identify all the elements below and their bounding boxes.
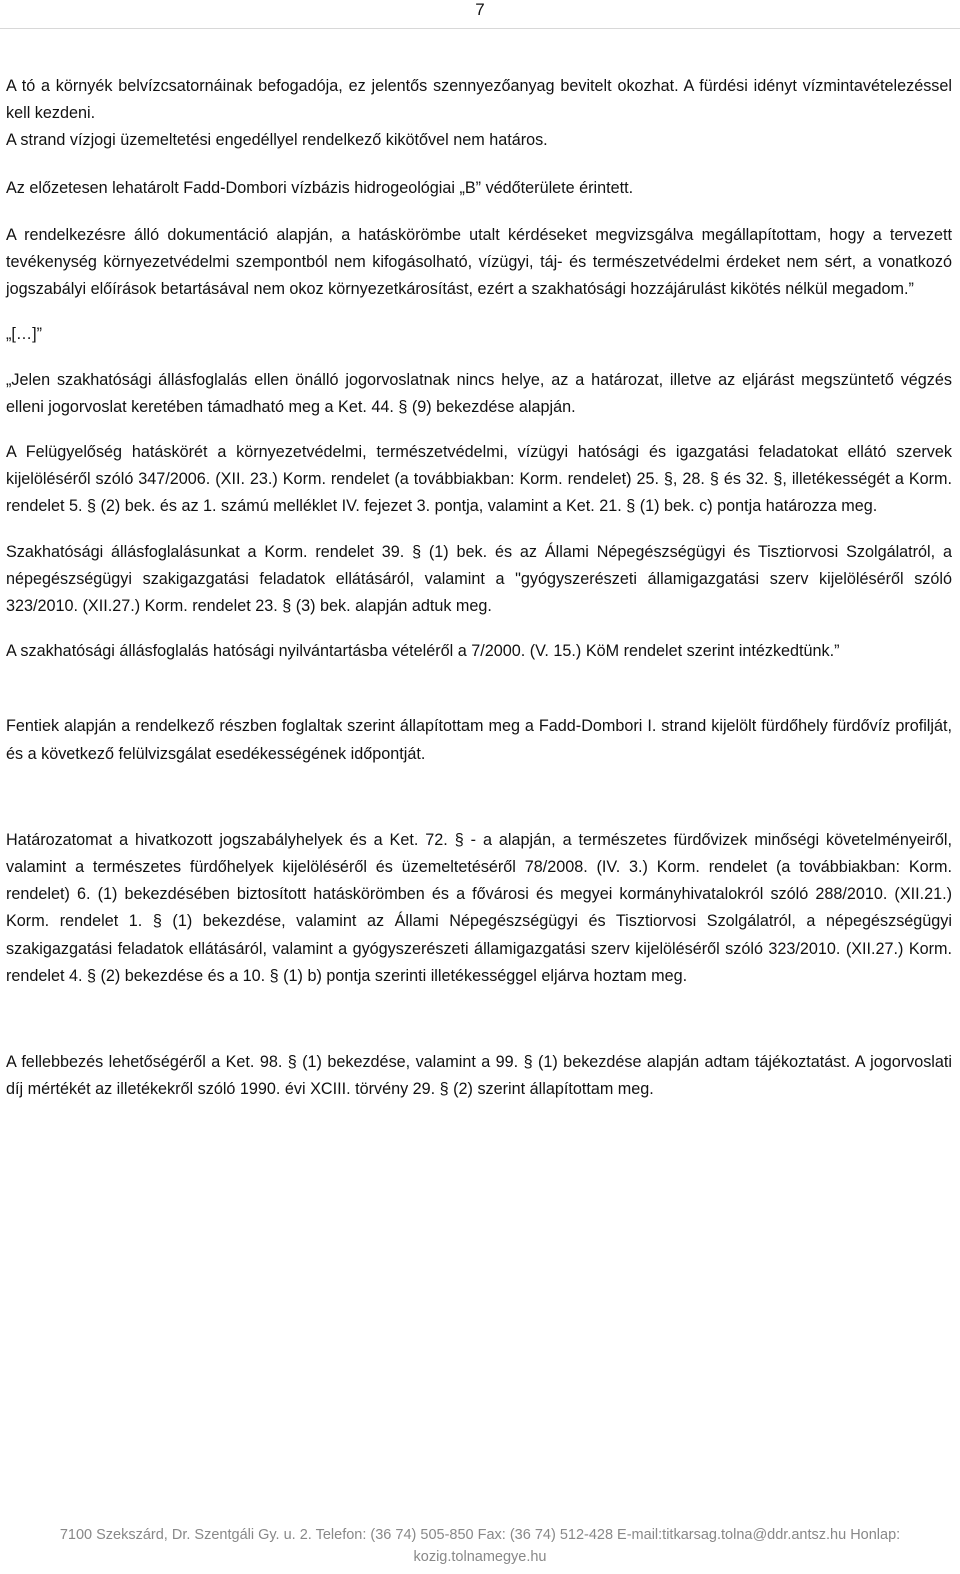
paragraph-lake-drainage: A tó a környék belvízcsatornáinak befogadója, ez jelentős szennyezőanyag bevitelt okozhat. A fürdési idényt vízmintavételezéssel kell kezdeni. <box>6 77 952 123</box>
paragraph-water-permit: A strand vízjogi üzemeltetési engedéllyel rendelkező kikötővel nem határos. <box>6 131 548 150</box>
paragraph-competence: A Felügyelőség hatáskörét a környezetvédelmi, természetvédelmi, vízügyi hatósági és igazgatási feladatokat ellátó szervek kijelöléséről szóló 347/2006. (XII. 23.) Korm. rendelet (a továbbiakban: Korm. rendelet) 25. §, 28. § és 32. §, illetékességét a Korm. rendelet 5. § (2) bek. és az 1. számú melléklet IV. fejezet 3. pontja, valamint a Ket. 21. § (1) bek. c) pontja határozza meg. <box>6 443 952 516</box>
spacer <box>6 421 952 439</box>
page-number: 7 <box>475 0 485 19</box>
paragraph-protection-zone: Az előzetesen lehatárolt Fadd-Dombori vízbázis hidrogeológiai „B” védőterülete érintett. <box>6 178 634 197</box>
spacer <box>6 620 952 638</box>
paragraph-registration: A szakhatósági állásfoglalás hatósági nyilvántartásba vételéről a 7/2000. (V. 15.) KöM rendelet szerint intézkedtünk.” <box>6 642 840 661</box>
page-footer <box>0 1524 960 1568</box>
spacer <box>6 303 952 321</box>
header-divider <box>0 28 960 29</box>
spacer <box>6 768 952 827</box>
paragraph-assessment: A rendelkezésre álló dokumentáció alapján, a hatáskörömbe utalt kérdéseket megvizsgálva megállapítottam, hogy a tervezett tevékenység környezetvédelmi szempontból nem kifogásolható, vízügyi, táj- és természetvédelmi érdeket nem sért, a vonatkozó jogszabályi előírások betartásával nem okoz környezetkárosítást, ezért a szakhatósági hozzájárulást kikötés nélkül megadom.” <box>6 225 952 299</box>
footer-website: kozig.tolnamegye.hu <box>413 1549 547 1565</box>
paragraph-ellipsis: „[…]” <box>6 325 42 344</box>
spacer <box>6 990 952 1049</box>
spacer <box>6 202 952 222</box>
spacer <box>6 521 952 539</box>
spacer <box>6 155 952 175</box>
footer-contact-line: 7100 Szekszárd, Dr. Szentgáli Gy. u. 2. Telefon: (36 74) 505-850 Fax: (36 74) 512-428 E-mail:titkarsag.tolna@ddr.antsz.hu Honlap: <box>59 1527 901 1543</box>
paragraph-appeal: A fellebbezés lehetőségéről a Ket. 98. § (1) bekezdése, valamint a 99. § (1) bekezdése alapján adtam tájékoztatást. A jogorvoslati díj mértékét az illetékekről szóló 1990. évi XCIII. törvény 29. § (2) szerint állapítottam meg. <box>6 1053 952 1099</box>
spacer <box>6 665 952 713</box>
paragraph-legal-basis: Határozatomat a hivatkozott jogszabályhelyek és a Ket. 72. § - a alapján, a természetes fürdővizek minőségi követelményeiről, valamint a természetes fürdőhelyek kijelöléséről és üzemeltetéséről 78/2008. (IV. 3.) Korm. rendelet (a továbbiakban: Korm. rendelet) 6. (1) bekezdésében biztosított hatáskörömben és a fővárosi és megyei kormányhivatalokról szóló 288/2010. (XII.21.) Korm. rendelet 1. § (1) bekezdése, valamint az Állami Népegészségügyi és Tisztiorvosi Szolgálatról, a népegészségügyi szakigazgatási feladatok ellátásáról, valamint a gyógyszerészeti államigazgatási szerv kijelöléséről szóló 323/2010. (XII.27.) Korm. rendelet 4. § (2) bekezdése és a 10. § (1) b) pontja szerinti illetékességgel eljárva hoztam meg. <box>6 830 952 985</box>
paragraph-opinion-basis: Szakhatósági állásfoglalásunkat a Korm. rendelet 39. § (1) bek. és az Állami Népegészségügyi és Tisztiorvosi Szolgálatról, a népegészségügyi szakigazgatási feladatok ellátásáról, valamint a "gyógyszerészeti államigazgatási szerv kijelöléséről szóló 323/2010. (XII.27.) Korm. rendelet 23. § (3) bek. alapján adtuk meg. <box>6 542 952 616</box>
paragraph-no-remedy: „Jelen szakhatósági állásfoglalás ellen önálló jogorvoslatnak nincs helye, az a határozat, illetve az eljárást megszüntető végzés elleni jogorvoslat keretében támadható meg a Ket. 44. § (9) bekezdése alapján. <box>6 370 952 416</box>
document-body <box>6 73 952 1103</box>
paragraph-bathing-profile: Fentiek alapján a rendelkező részben foglaltak szerint állapítottam meg a Fadd-Dombori I. strand kijelölt fürdőhely fürdővíz profilját, és a következő felülvizsgálat esedékességének időpontját. <box>6 717 952 763</box>
spacer <box>6 349 952 367</box>
